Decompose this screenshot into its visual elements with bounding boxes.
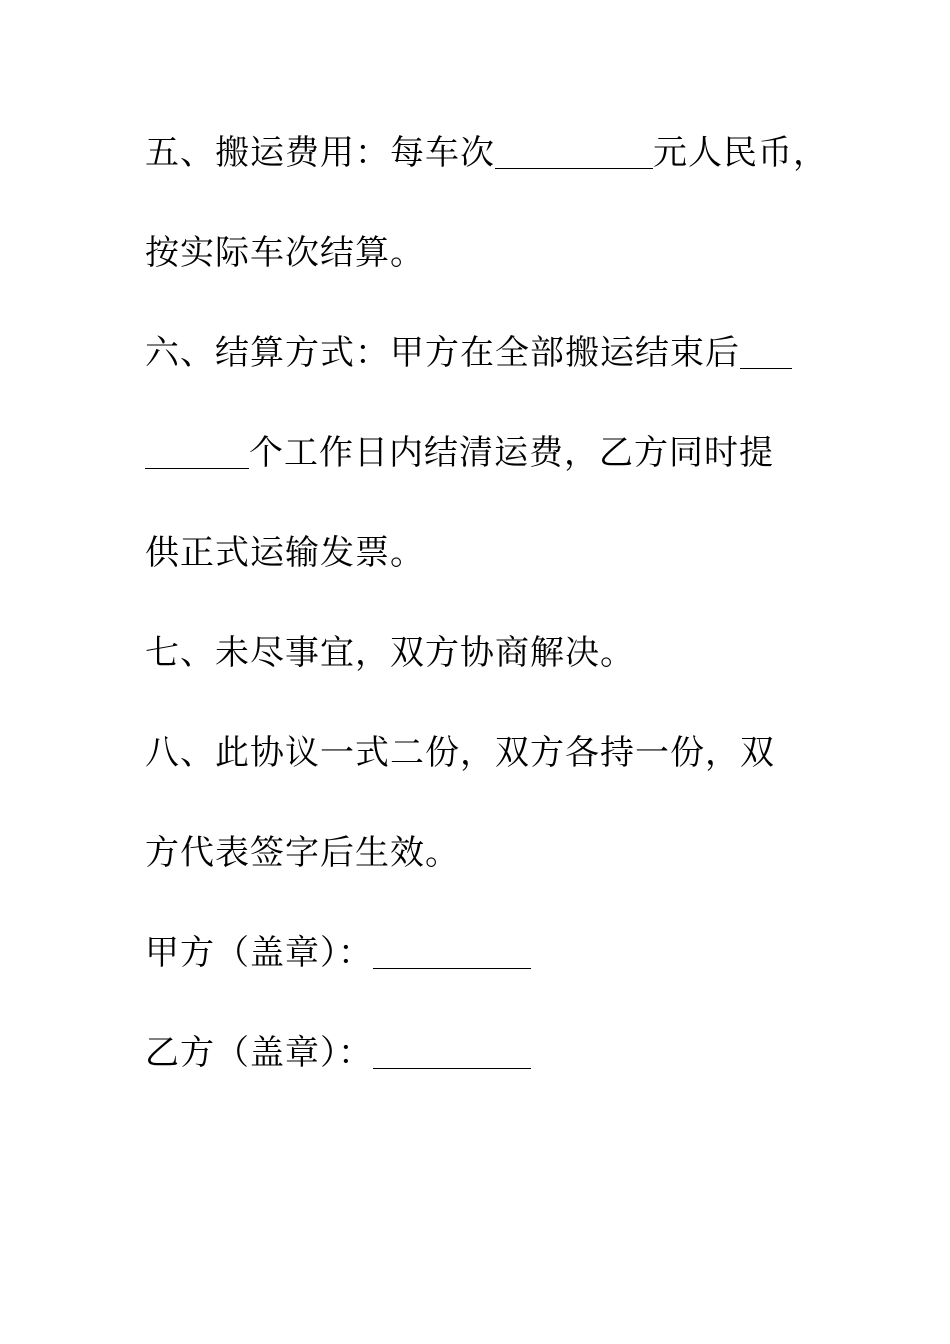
clause-7: 七、未尽事宜，双方协商解决。 — [145, 633, 635, 673]
clause-5-line-2: 按实际车次结算。 — [145, 233, 425, 273]
clause-6-text: 六、结算方式：甲方在全部搬运结束后 — [145, 333, 740, 373]
settlement-days-blank-start — [740, 334, 792, 369]
party-b-signature-line — [145, 1030, 531, 1076]
fee-per-trip-blank — [495, 134, 653, 169]
party-a-seal-blank — [373, 934, 531, 969]
clause-6-continuation: 个工作日内结清运费，乙方同时提 — [249, 433, 774, 473]
party-a-signature-line — [145, 930, 531, 976]
clause-6-line-3: 供正式运输发票。 — [145, 533, 425, 573]
party-a-label: 甲方（盖章）： — [145, 933, 373, 973]
clause-5-currency: 元人民币， — [653, 133, 828, 173]
clause-8-line-2: 方代表签字后生效。 — [145, 833, 460, 873]
clause-8-line-1: 八、此协议一式二份，双方各持一份，双 — [145, 733, 775, 773]
party-b-seal-blank — [373, 1034, 531, 1069]
settlement-days-blank-end — [145, 434, 249, 469]
clause-5-text: 五、搬运费用：每车次 — [145, 133, 495, 173]
clause-6-line-2 — [145, 430, 774, 476]
clause-6-line-1 — [145, 330, 792, 376]
party-b-label: 乙方（盖章）： — [145, 1033, 373, 1073]
clause-5-line-1 — [145, 130, 828, 176]
